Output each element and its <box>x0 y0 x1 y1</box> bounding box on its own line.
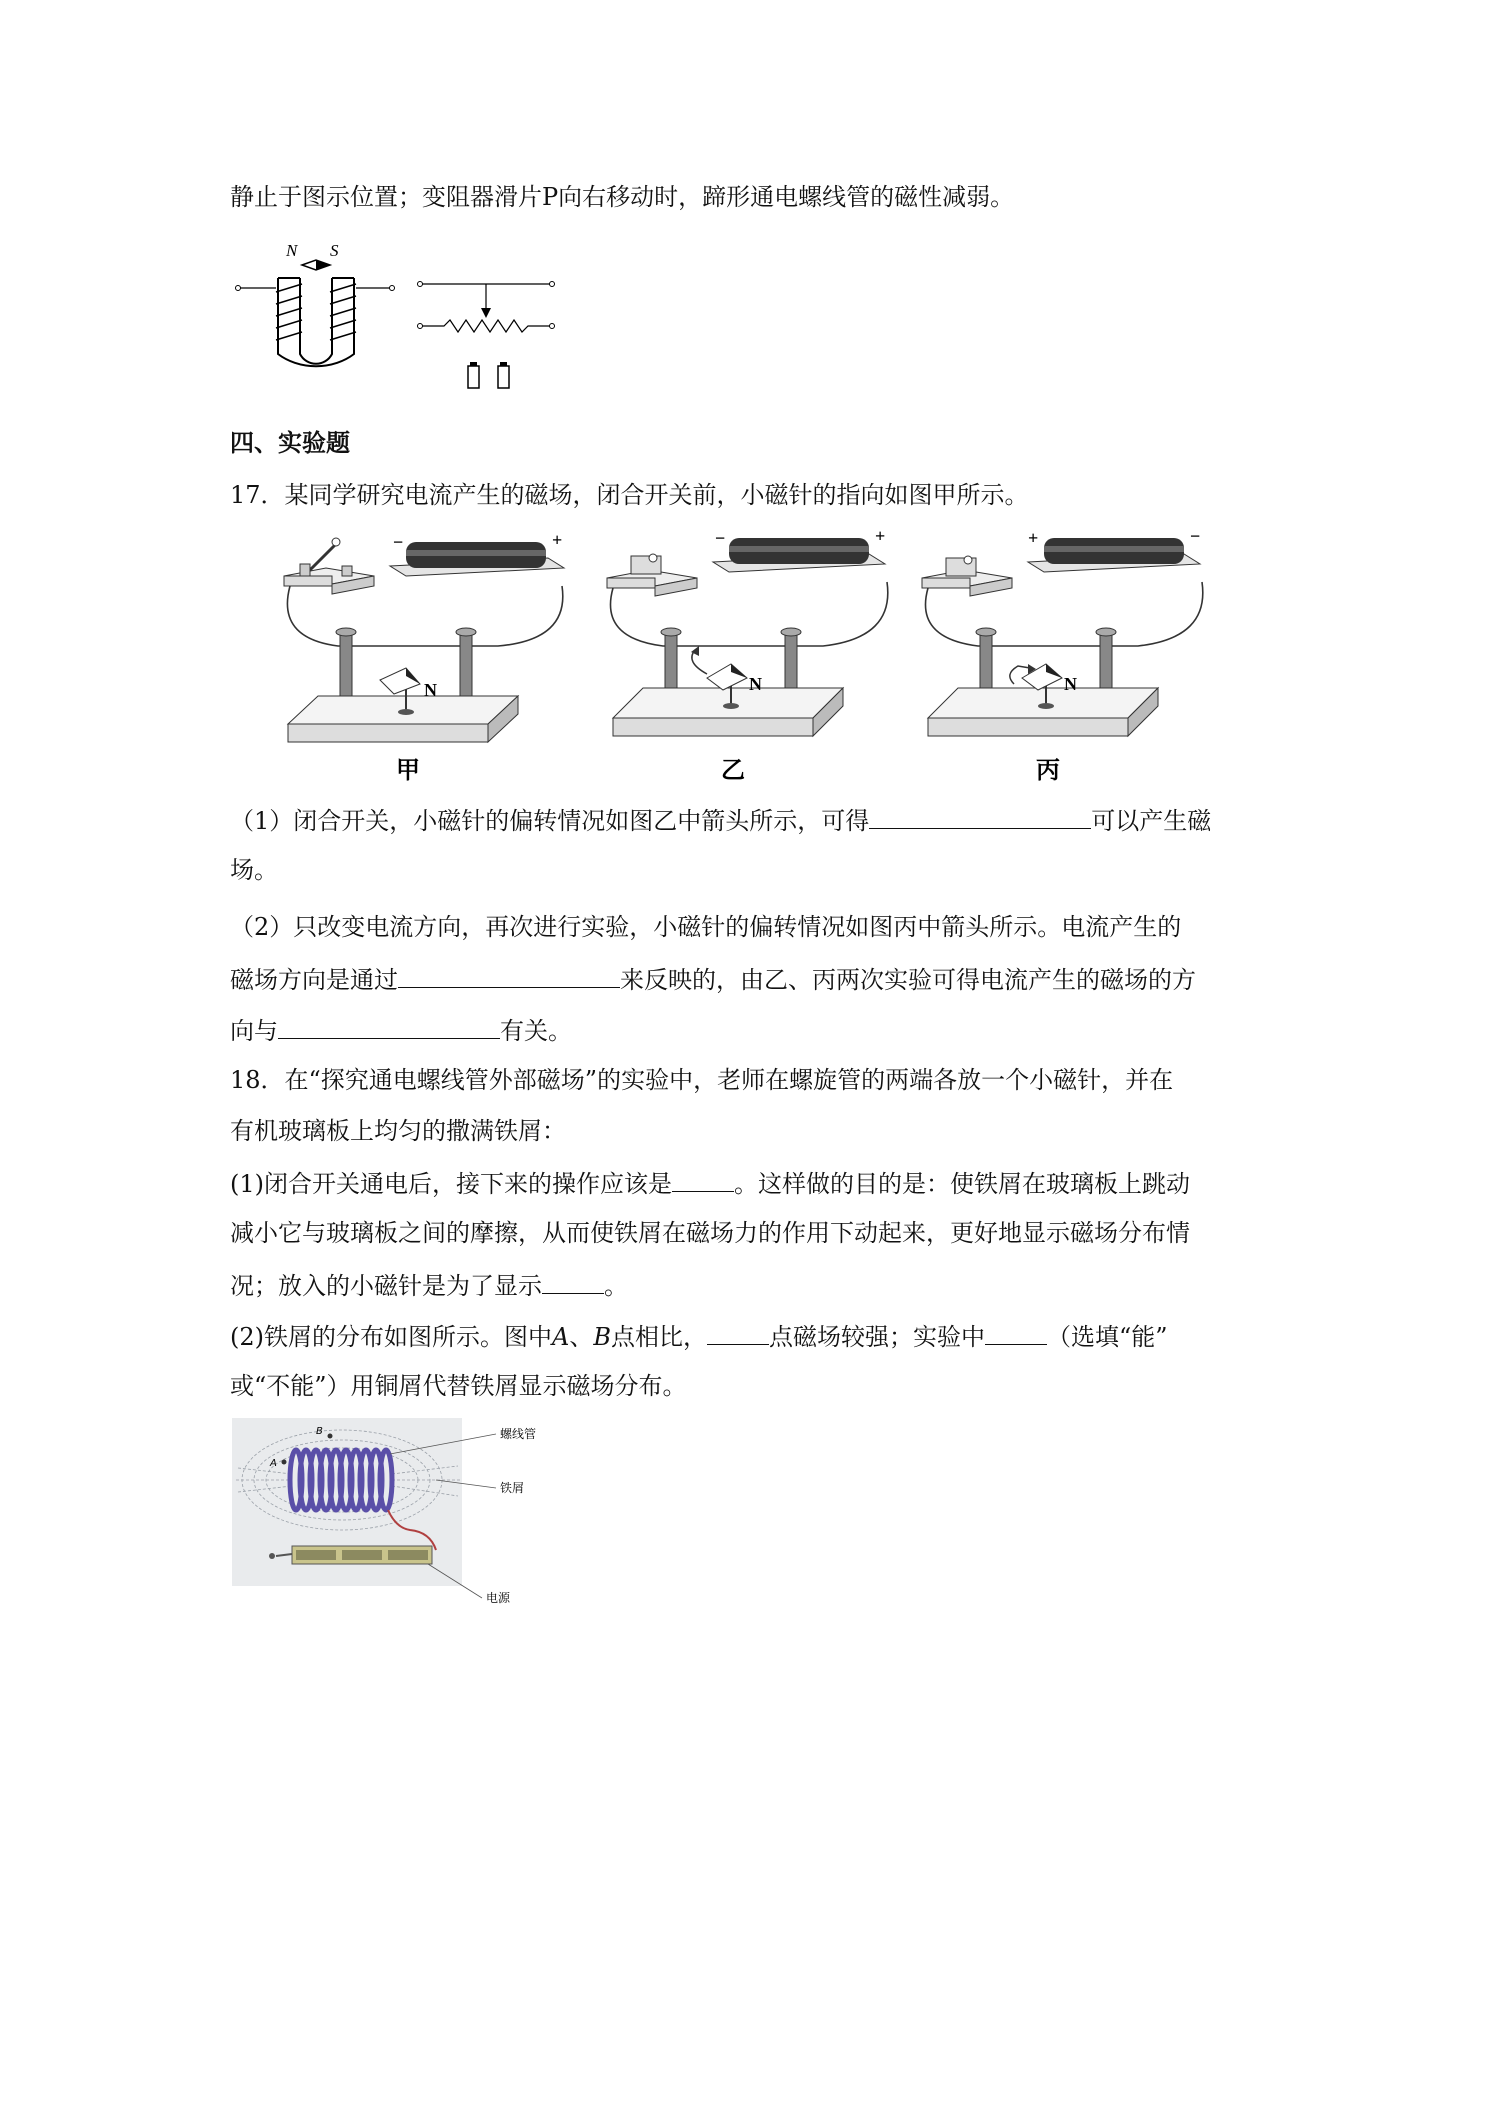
section-heading: 四、实验题 <box>230 429 350 457</box>
horseshoe-rheostat-figure <box>230 236 570 406</box>
q18-part1-line1 <box>230 1165 1190 1201</box>
q18-p2-text-b: 点相比， <box>610 1323 707 1351</box>
q18-p2-sep: 、 <box>569 1323 594 1351</box>
bing-minus-sign: − <box>1190 528 1201 546</box>
question17-stem: 17．某同学研究电流产生的磁场，闭合开关前，小磁针的指向如图甲所示。 <box>230 481 1029 509</box>
fig-label-jia: 甲 <box>396 756 420 784</box>
bing-plus-sign: + <box>1028 528 1039 548</box>
q17-p2-answer-blank-2[interactable] <box>278 1012 500 1039</box>
fig18-point-b-label: B <box>316 1426 323 1437</box>
q18-part1-line2: 减小它与玻璃板之间的摩擦，从而使铁屑在磁场力的作用下动起来，更好地显示磁场分布情 <box>230 1219 1190 1247</box>
q18-p2-point-b: B <box>593 1323 611 1351</box>
q18-part1-line3 <box>230 1267 628 1303</box>
q17-p2-text-c: 来反映的，由乙、丙两次实验可得电流产生的磁场的方 <box>620 966 1196 994</box>
question16-tail-text: 静止于图示位置；变阻器滑片P向右移动时，蹄形通电螺线管的磁性减弱。 <box>230 183 1015 211</box>
fig18-point-a-label: A <box>270 1458 277 1469</box>
q17-part2-line2 <box>230 961 1196 997</box>
jia-minus-sign: − <box>393 532 404 552</box>
q18-part2-line1 <box>230 1318 1168 1354</box>
yi-plus-sign: + <box>875 528 886 546</box>
fig16-n-label: N <box>286 241 298 260</box>
q17-p1-answer-blank[interactable] <box>869 802 1091 829</box>
q18-p2-answer-blank-1[interactable] <box>707 1318 769 1345</box>
q18-part2-line2: 或“不能”）用铜屑代替铁屑显示磁场分布。 <box>230 1372 687 1400</box>
q17-part1-line1 <box>230 802 1211 838</box>
panel-bing <box>922 528 1203 784</box>
q18-p1-text-d: 况；放入的小磁针是为了显示 <box>230 1272 542 1300</box>
panel-yi <box>607 528 888 784</box>
q17-p2-text-d: 向与 <box>230 1017 278 1045</box>
q18-p1-answer-blank-2[interactable] <box>542 1267 604 1294</box>
oersted-experiment-figures <box>278 528 1278 788</box>
q17-p1-text-a: （1）闭合开关，小磁针的偏转情况如图乙中箭头所示，可得 <box>230 807 870 835</box>
yi-minus-sign: − <box>715 528 726 548</box>
q18-p2-text-c: 点磁场较强；实验中 <box>768 1323 985 1351</box>
q18-p2-point-a: A <box>552 1323 570 1351</box>
q17-p1-text-b: 可以产生磁 <box>1091 807 1212 835</box>
q17-part1-line2: 场。 <box>230 856 278 884</box>
question18-stem-line1: 18．在“探究通电螺线管外部磁场”的实验中，老师在螺旋管的两端各放一个小磁针，并在 <box>230 1066 1174 1094</box>
q18-p1-text-b: 。这样做的目的是：使铁屑在玻璃板上跳动 <box>734 1170 1190 1198</box>
q17-p2-answer-blank-1[interactable] <box>398 961 620 988</box>
bing-needle-n: N <box>1064 674 1077 694</box>
question18-stem-line2: 有机玻璃板上均匀的撒满铁屑： <box>230 1117 566 1145</box>
panel-jia <box>284 530 564 784</box>
jia-needle-n: N <box>424 680 437 700</box>
yi-needle-n: N <box>749 674 762 694</box>
q17-p2-text-b: 磁场方向是通过 <box>230 966 398 994</box>
fig18-filings-label: 铁屑 <box>500 1481 525 1495</box>
fig-label-bing: 丙 <box>1036 756 1060 784</box>
fig16-s-label: S <box>330 241 339 260</box>
fig18-coil-label: 螺线管 <box>500 1427 537 1441</box>
jia-plus-sign: + <box>552 530 563 550</box>
q18-p1-text-a: (1)闭合开关通电后，接下来的操作应该是 <box>230 1170 672 1198</box>
q17-part2-line3 <box>230 1012 572 1048</box>
q17-p2-text-e: 有关。 <box>500 1017 572 1045</box>
fig-label-yi: 乙 <box>721 756 745 784</box>
q17-part2-line1: （2）只改变电流方向，再次进行实验，小磁针的偏转情况如图丙中箭头所示。电流产生的 <box>230 913 1182 941</box>
solenoid-filings-figure <box>232 1418 552 1618</box>
q18-p2-answer-blank-2[interactable] <box>985 1318 1047 1345</box>
q18-p1-answer-blank-1[interactable] <box>672 1165 734 1192</box>
q18-p2-text-d: （选填“能” <box>1046 1323 1168 1351</box>
fig18-power-label: 电源 <box>486 1591 511 1605</box>
q18-p1-text-e: 。 <box>604 1272 628 1300</box>
q18-p2-text-a: (2)铁屑的分布如图所示。图中 <box>230 1323 552 1351</box>
